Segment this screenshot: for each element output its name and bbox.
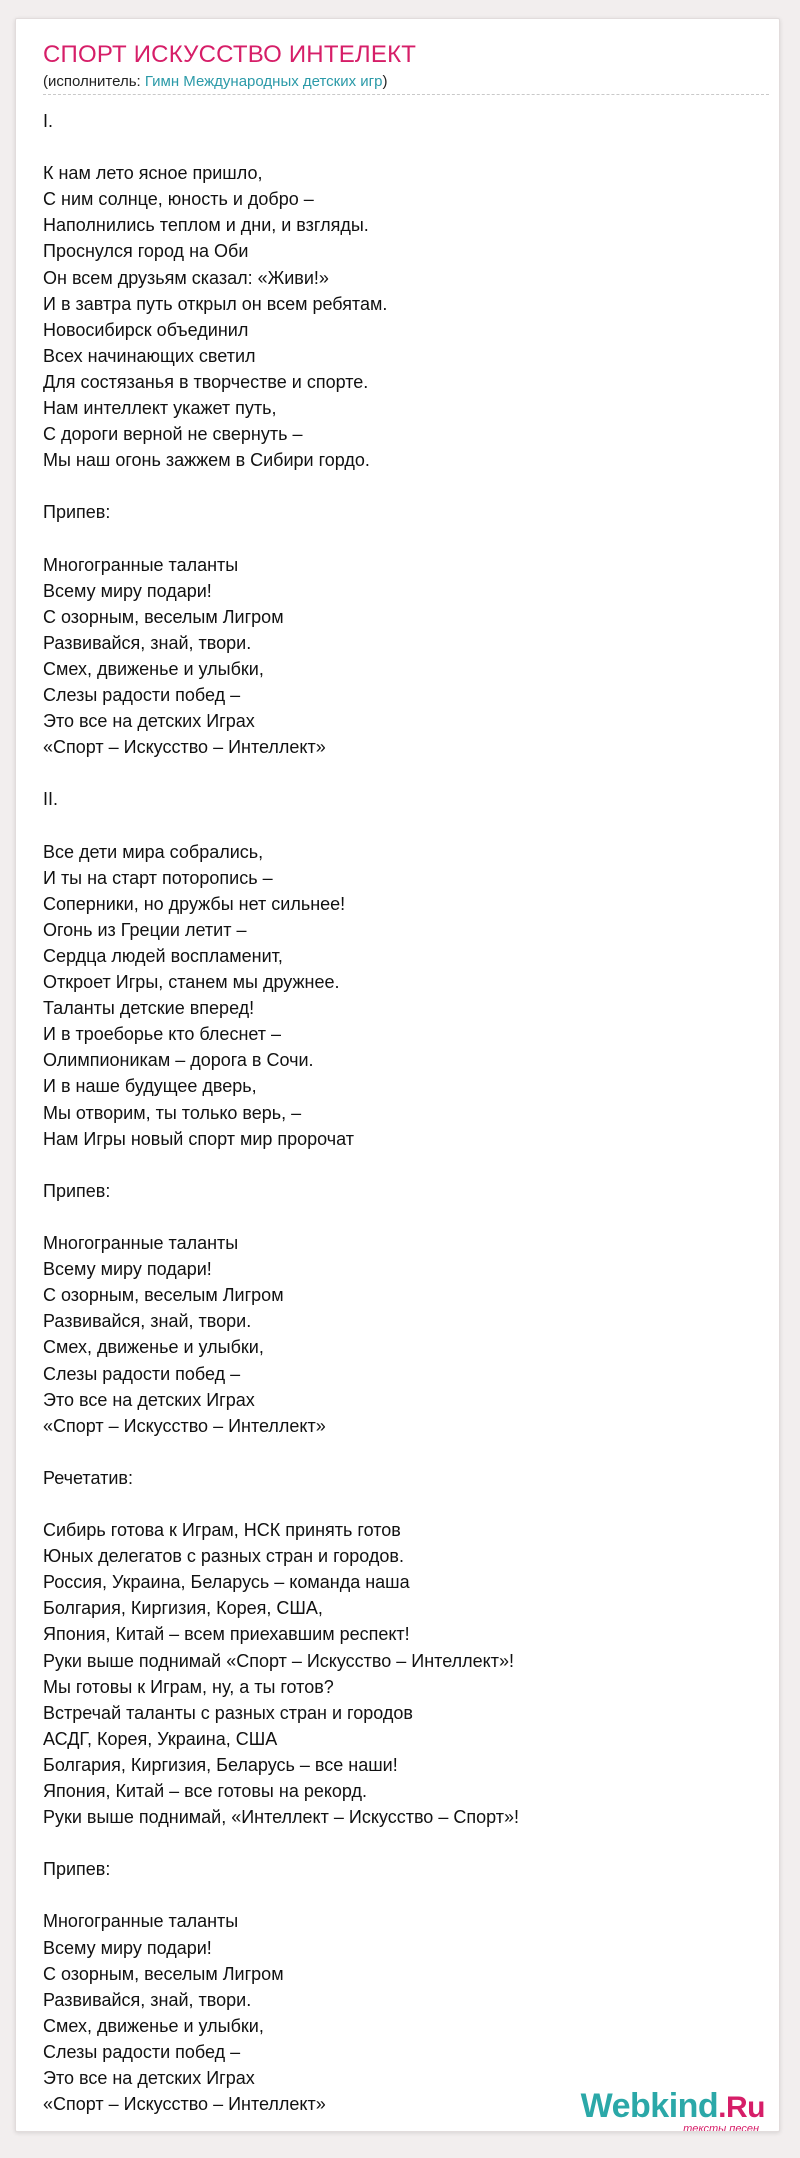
lyrics-blank-line bbox=[43, 1830, 753, 1856]
lyrics-blank-line bbox=[43, 1491, 753, 1517]
lyrics-line: Мы готовы к Играм, ну, а ты готов? bbox=[43, 1676, 334, 1697]
lyrics-blank-line bbox=[43, 760, 753, 786]
lyrics-line: Новосибирск объединил bbox=[43, 319, 249, 340]
lyrics-line: И в троеборье кто блеснет – bbox=[43, 1024, 282, 1045]
lyrics-line: Соперники, но дружбы нет сильнее! bbox=[43, 893, 346, 914]
lyrics-blank-line bbox=[43, 473, 753, 499]
lyrics-line: Всему миру подари! bbox=[43, 580, 212, 601]
lyrics-line: Припев: bbox=[43, 502, 111, 523]
lyrics-line: Для состязанья в творчестве и спорте. bbox=[43, 371, 369, 392]
lyrics-line: С дороги верной не свернуть – bbox=[43, 424, 303, 445]
lyrics-line: Сердца людей воспламенит, bbox=[43, 946, 283, 966]
lyrics-line: И в наше будущее дверь, bbox=[43, 1076, 257, 1097]
lyrics-blank-line bbox=[43, 1204, 753, 1230]
lyrics-line: Наполнились теплом и дни, и взгляды. bbox=[43, 215, 369, 236]
performer-line bbox=[43, 73, 388, 91]
lyrics-blank-line bbox=[43, 813, 753, 839]
lyrics-line: Это все на детских Играх bbox=[43, 1389, 255, 1410]
lyrics-line: Он всем друзьям сказал: «Живи!» bbox=[43, 267, 329, 288]
lyrics-blank-line bbox=[43, 134, 753, 160]
lyrics-line: Огонь из Греции летит – bbox=[43, 919, 247, 940]
lyrics-line: Слезы радости побед – bbox=[43, 1363, 241, 1384]
lyrics-line: И в завтра путь открыл он всем ребятам. bbox=[43, 293, 388, 314]
lyrics-line: Япония, Китай – все готовы на рекорд. bbox=[43, 1781, 368, 1801]
lyrics-blank-line bbox=[43, 1439, 753, 1465]
lyrics-line: Развивайся, знай, твори. bbox=[43, 1311, 252, 1332]
lyrics-line: Нам интеллект укажет путь, bbox=[43, 398, 277, 419]
lyrics-card bbox=[15, 18, 780, 2132]
lyrics-line: Руки выше поднимай, «Интеллект – Искусство – Спорт»! bbox=[43, 1807, 519, 1828]
logo-tagline: тексты песен bbox=[683, 2123, 759, 2132]
lyrics-line: Япония, Китай – всем приехавшим респект! bbox=[43, 1624, 410, 1645]
performer-suffix: ) bbox=[382, 73, 388, 90]
lyrics-blank-line bbox=[43, 1152, 753, 1178]
lyrics-line: Многогранные таланты bbox=[43, 554, 239, 575]
lyrics-line: II. bbox=[43, 789, 59, 810]
lyrics-line: Всему миру подари! bbox=[43, 1937, 212, 1958]
lyrics-line: Мы отворим, ты только верь, – bbox=[43, 1102, 302, 1123]
lyrics-line: Многогранные таланты bbox=[43, 1233, 239, 1254]
performer-prefix: (исполнитель: bbox=[43, 73, 145, 90]
lyrics-line: Смех, движенье и улыбки, bbox=[43, 658, 264, 679]
lyrics-line: С ним солнце, юность и добро – bbox=[43, 189, 314, 210]
lyrics-line: Слезы радости побед – bbox=[43, 2041, 241, 2062]
lyrics-line: Всех начинающих светил bbox=[43, 345, 256, 366]
lyrics-line: С озорным, веселым Лигром bbox=[43, 1285, 284, 1306]
lyrics-line: Юных делегатов с разных стран и городов. bbox=[43, 1546, 404, 1567]
lyrics-line: Речетатив: bbox=[43, 1467, 133, 1488]
lyrics-line: С озорным, веселым Лигром bbox=[43, 1963, 284, 1984]
lyrics-line: Смех, движенье и улыбки, bbox=[43, 1337, 264, 1358]
lyrics-line: Многогранные таланты bbox=[43, 1911, 239, 1932]
lyrics-line: Слезы радости побед – bbox=[43, 685, 241, 706]
song-title: СПОРТ ИСКУССТВО ИНТЕЛЕКТ bbox=[43, 41, 417, 68]
lyrics-line: «Спорт – Искусство – Интеллект» bbox=[43, 2094, 326, 2115]
lyrics-line: Развивайся, знай, твори. bbox=[43, 1989, 252, 2010]
lyrics-line: АСДГ, Корея, Украина, США bbox=[43, 1728, 278, 1749]
lyrics-line: Болгария, Киргизия, Беларусь – все наши! bbox=[43, 1754, 398, 1775]
lyrics-line: Мы наш огонь зажжем в Сибири гордо. bbox=[43, 450, 370, 471]
lyrics-line: К нам лето ясное пришло, bbox=[43, 163, 263, 184]
lyrics-line: Встречай таланты с разных стран и городов bbox=[43, 1702, 413, 1723]
lyrics-line: Это все на детских Играх bbox=[43, 2068, 255, 2089]
lyrics-line: Припев: bbox=[43, 1859, 111, 1880]
lyrics-line: Болгария, Киргизия, Корея, США, bbox=[43, 1598, 323, 1619]
lyrics-line: Это все на детских Играх bbox=[43, 711, 255, 732]
performer-link[interactable]: Гимн Международных детских игр bbox=[144, 73, 383, 90]
lyrics-line: Руки выше поднимай «Спорт – Искусство – Интеллект»! bbox=[43, 1650, 514, 1671]
lyrics-line: Таланты детские вперед! bbox=[43, 998, 255, 1019]
lyrics-line: Смех, движенье и улыбки, bbox=[43, 2015, 264, 2036]
lyrics-line: Всему миру подари! bbox=[43, 1259, 212, 1280]
lyrics-line: Проснулся город на Оби bbox=[43, 241, 249, 262]
logo-brand: Webkind bbox=[580, 2087, 719, 2125]
lyrics-blank-line bbox=[43, 526, 753, 552]
site-logo[interactable] bbox=[581, 2089, 765, 2132]
lyrics-line: Припев: bbox=[43, 1180, 111, 1201]
lyrics-line: Развивайся, знай, твори. bbox=[43, 632, 252, 653]
lyrics-line: Откроет Игры, станем мы дружнее. bbox=[43, 972, 340, 993]
lyrics-line: «Спорт – Искусство – Интеллект» bbox=[43, 1415, 326, 1436]
lyrics-line: И ты на старт поторопись – bbox=[43, 867, 273, 888]
lyrics-line: Сибирь готова к Играм, НСК принять готов bbox=[43, 1520, 401, 1541]
lyrics-line: «Спорт – Искусство – Интеллект» bbox=[43, 737, 326, 758]
lyrics-line: Нам Игры новый спорт мир пророчат bbox=[43, 1128, 355, 1149]
logo-tld: .Ru bbox=[718, 2091, 765, 2124]
title-divider bbox=[43, 94, 769, 95]
lyrics-blank-line bbox=[43, 1882, 753, 1908]
lyrics-line: С озорным, веселым Лигром bbox=[43, 606, 284, 627]
lyrics-line: Все дети мира собрались, bbox=[43, 841, 264, 862]
lyrics-line: Россия, Украина, Беларусь – команда наша bbox=[43, 1572, 410, 1593]
lyrics-line: I. bbox=[43, 111, 54, 131]
lyrics-body bbox=[43, 108, 753, 2117]
lyrics-line: Олимпионикам – дорога в Сочи. bbox=[43, 1050, 314, 1071]
